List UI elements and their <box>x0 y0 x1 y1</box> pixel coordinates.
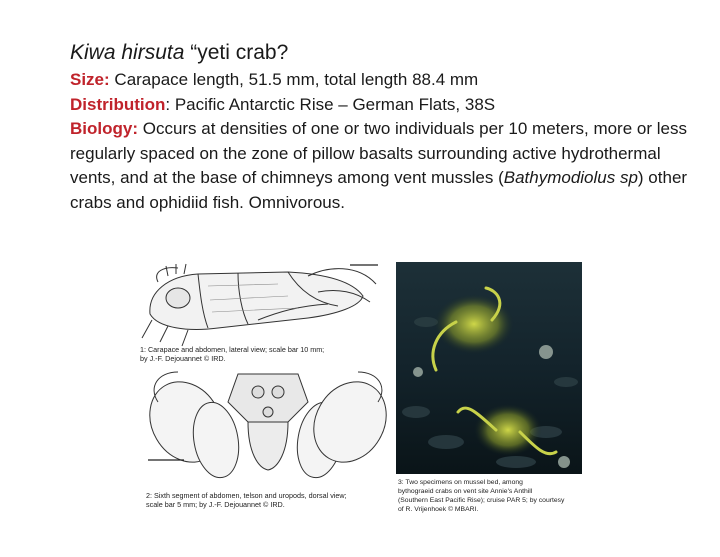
fig3-caption-line3: (Southern East Pacific Rise); cruise PAR 5; by courtesy <box>398 497 565 504</box>
common-name: “yeti crab? <box>184 41 289 64</box>
biology-text-after: ) other crabs and ophidiid fish. Omnivorous. <box>70 168 688 212</box>
fig2-caption-line2: scale bar 5 mm; by J.-F. Dejouannet © IRD. <box>146 500 285 509</box>
crab-drawings <box>138 262 388 520</box>
drawings-figure <box>138 262 388 520</box>
size-text: Carapace length, 51.5 mm, total length 88.4 mm <box>109 70 479 89</box>
species-name: Kiwa hirsuta <box>70 41 185 64</box>
fig3-caption-line4: of R. Vrijenhoek © MBARI. <box>398 506 479 513</box>
biology-genus: Bathymodiolus sp <box>503 168 638 187</box>
photo-figure <box>396 262 582 517</box>
fig3-caption-line2: bythograeid crabs on vent site Annie's Anthill <box>398 488 533 495</box>
size-label: Size: <box>70 70 110 89</box>
distribution-line <box>70 93 690 118</box>
distribution-text: : Pacific Antarctic Rise – German Flats, 38S <box>165 94 496 114</box>
slide-title <box>70 40 690 66</box>
fig1-caption-line2: by J.-F. Dejouannet © IRD. <box>140 354 226 363</box>
fig1-caption-line1: 1: Carapace and abdomen, lateral view; scale bar 10 mm; <box>140 345 325 354</box>
biology-paragraph <box>70 117 690 215</box>
biology-label: Biology: <box>70 119 138 138</box>
biology-text-before: Occurs at densities of one or two individuals per 10 meters, more or less regularly spaced on the zone of pillow basalts surrounding active hydrothermal vents, and at the base of chimneys among vent mussles ( <box>70 119 687 187</box>
distribution-label: Distribution <box>70 94 166 114</box>
slide-text <box>70 40 690 215</box>
fig2-caption-line1: 2: Sixth segment of abdomen, telson and uropods, dorsal view; <box>146 491 347 500</box>
vent-photo <box>396 262 582 517</box>
dorsal-view-drawing <box>138 369 388 482</box>
yeti-crab-upper <box>434 294 514 354</box>
yeti-crab-lower <box>474 404 542 456</box>
size-line <box>70 68 690 93</box>
lateral-view-drawing <box>142 264 376 346</box>
fig3-caption-line1: 3: Two specimens on mussel bed, among <box>398 479 523 486</box>
